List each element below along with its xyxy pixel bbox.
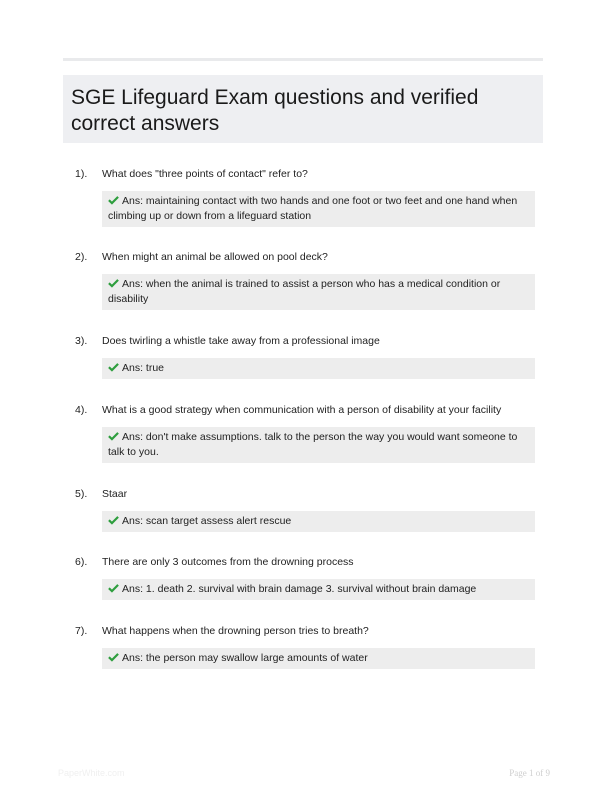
question-number: 7). [75,625,88,637]
question-text: What does "three points of contact" refer to? [102,168,308,180]
answer-text: Ans: when the animal is trained to assist a person who has a medical condition or disability [108,278,501,305]
question-number: 2). [75,251,88,263]
question-text: Does twirling a whistle take away from a professional image [102,335,380,347]
answer-text: Ans: the person may swallow large amounts of water [122,652,368,664]
question-block-5 [75,487,535,532]
answer-box [102,191,535,227]
answer-box [102,579,535,600]
question-number: 5). [75,488,88,500]
check-icon [108,431,119,441]
answer-text: Ans: maintaining contact with two hands and one foot or two feet and one hand when climbing up or down from a lifeguard station [108,195,518,222]
top-divider [63,58,543,61]
answer-box [102,427,535,463]
check-icon [108,195,119,205]
answer-box [102,358,535,379]
question-number: 1). [75,168,88,180]
question-text: What is a good strategy when communication with a person of disability at your facility [102,404,502,416]
check-icon [108,515,119,525]
question-block-3 [75,334,535,379]
question-text: Staar [102,488,128,500]
footer-watermark: PaperWhite.com [58,768,125,778]
check-icon [108,362,119,372]
answer-box [102,648,535,669]
question-block-4 [75,403,535,463]
question-block-1 [75,167,535,227]
question-block-2 [75,250,535,310]
check-icon [108,652,119,662]
question-text: What happens when the drowning person tries to breath? [102,625,369,637]
answer-text: Ans: 1. death 2. survival with brain damage 3. survival without brain damage [122,583,477,595]
document-title: SGE Lifeguard Exam questions and verified correct answers [71,86,479,135]
check-icon [108,583,119,593]
title-banner [63,75,543,143]
answer-box [102,511,535,532]
question-text: There are only 3 outcomes from the drowning process [102,556,354,568]
answer-text: Ans: true [122,362,165,374]
question-block-6 [75,555,535,600]
answer-box [102,274,535,310]
question-number: 6). [75,556,88,568]
answer-text: Ans: don't make assumptions. talk to the person the way you would want someone to talk to you. [108,431,518,458]
page-number: Page 1 of 9 [509,768,550,778]
question-number: 3). [75,335,88,347]
answer-text: Ans: scan target assess alert rescue [122,515,292,527]
check-icon [108,278,119,288]
question-number: 4). [75,404,88,416]
question-block-7 [75,624,535,669]
question-text: When might an animal be allowed on pool deck? [102,251,328,263]
